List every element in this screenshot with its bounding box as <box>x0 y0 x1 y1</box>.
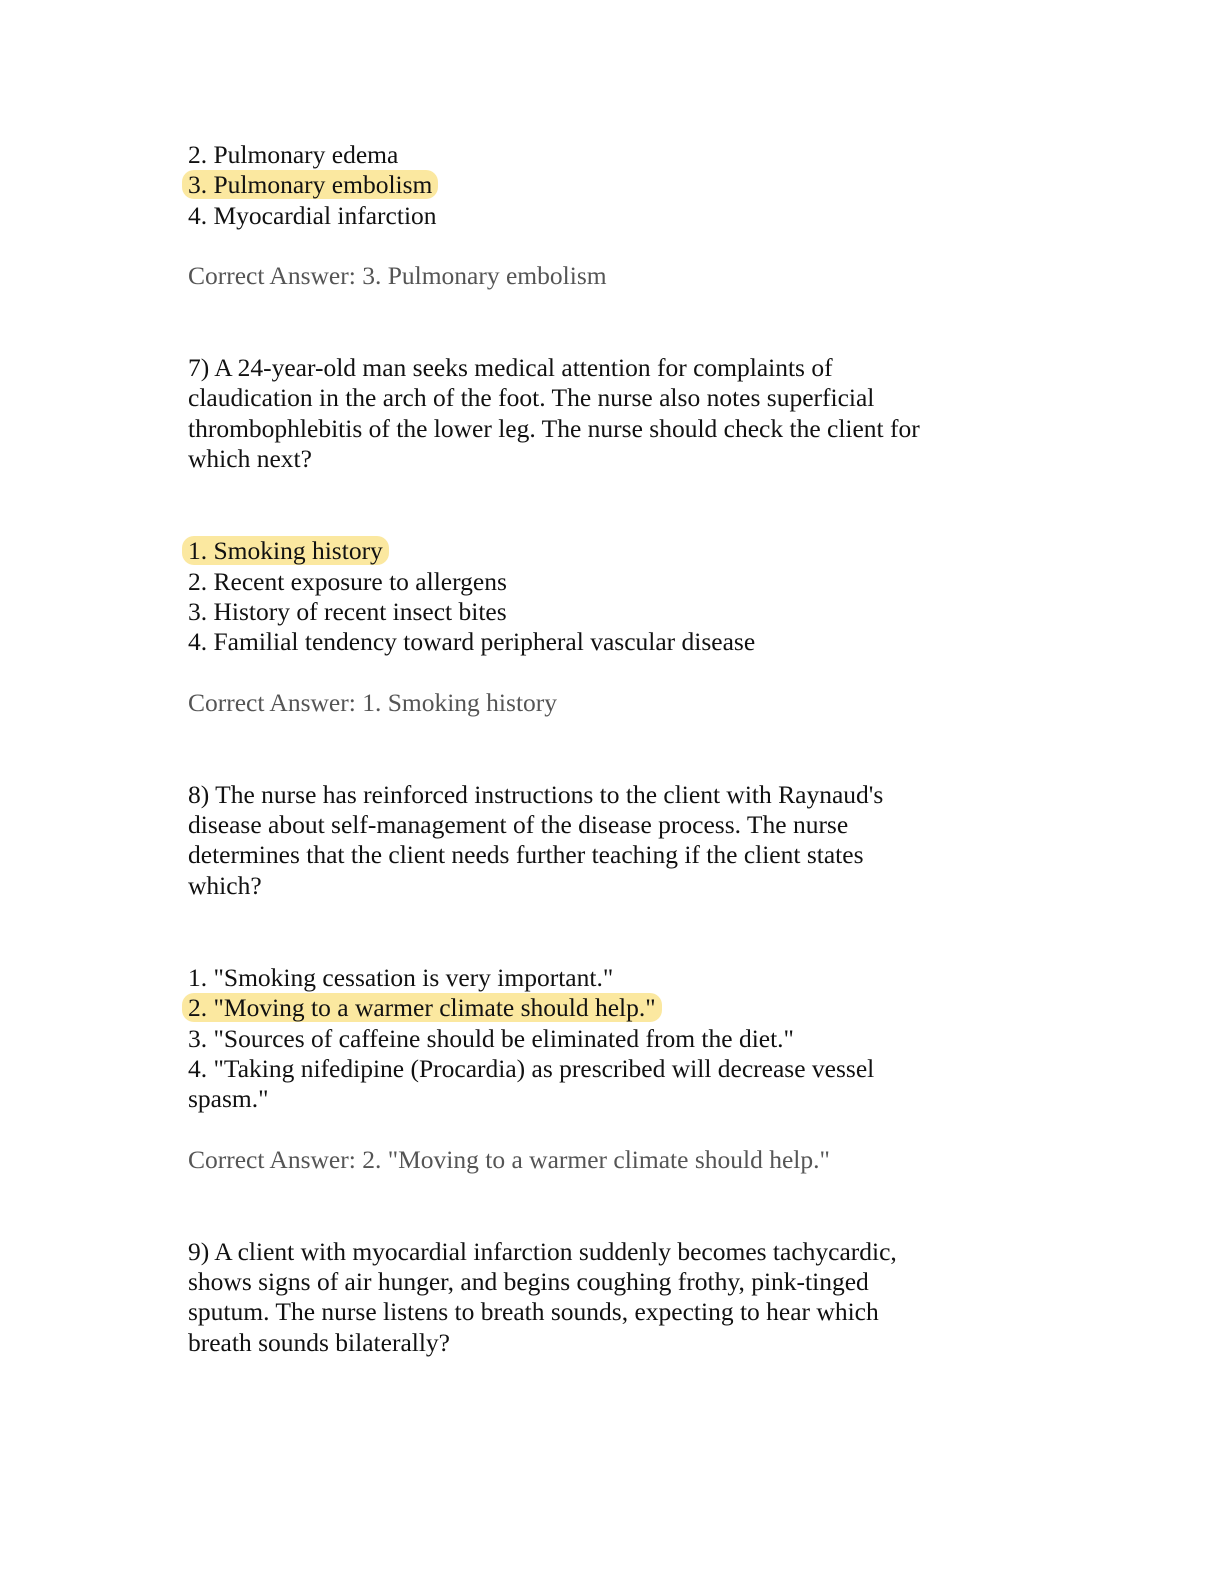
question-line: shows signs of air hunger, and begins coughing frothy, pink-tinged <box>188 1267 869 1297</box>
question-line: 7) A 24-year-old man seeks medical attention for complaints of <box>188 353 833 383</box>
correct-answer: Correct Answer: 3. Pulmonary embolism <box>188 260 607 290</box>
question-7-options <box>188 536 988 657</box>
document-page <box>188 140 988 1358</box>
option-text: 4. Myocardial infarction <box>188 200 437 230</box>
question-6-options <box>188 140 988 231</box>
option-text: 2. Pulmonary edema <box>188 140 399 169</box>
question-line: thrombophlebitis of the lower leg. The nurse should check the client for <box>188 413 920 443</box>
question-8-options <box>188 963 988 1114</box>
option-line <box>188 627 988 657</box>
question-line: 9) A client with myocardial infarction suddenly becomes tachycardic, <box>188 1236 897 1266</box>
option-line <box>188 597 988 627</box>
option-line-highlighted <box>188 536 988 566</box>
option-text: 2. Recent exposure to allergens <box>188 566 507 596</box>
question-8 <box>188 780 988 901</box>
question-line: determines that the client needs further teaching if the client states <box>188 840 864 870</box>
option-line <box>188 140 988 170</box>
highlighted-option-text: 1. Smoking history <box>182 536 389 565</box>
question-line: sputum. The nurse listens to breath sounds, expecting to hear which <box>188 1297 879 1327</box>
question-line: 8) The nurse has reinforced instructions to the client with Raynaud's <box>188 779 884 809</box>
question-line: disease about self-management of the disease process. The nurse <box>188 810 849 840</box>
option-line <box>188 1054 988 1084</box>
highlighted-option-text: 2. "Moving to a warmer climate should help." <box>182 993 662 1022</box>
highlighted-option-text: 3. Pulmonary embolism <box>182 170 438 199</box>
option-line <box>188 567 988 597</box>
option-line <box>188 201 988 231</box>
question-9 <box>188 1237 988 1358</box>
question-line: claudication in the arch of the foot. The nurse also notes superficial <box>188 383 875 413</box>
option-line <box>188 1084 988 1114</box>
option-line-highlighted <box>188 993 988 1023</box>
question-7 <box>188 353 988 474</box>
option-text: 4. "Taking nifedipine (Procardia) as prescribed will decrease vessel <box>188 1053 875 1083</box>
option-text: 3. History of recent insect bites <box>188 596 507 626</box>
question-line: which next? <box>188 444 312 474</box>
question-line: which? <box>188 870 262 900</box>
option-text: 1. "Smoking cessation is very important." <box>188 963 614 993</box>
correct-answer: Correct Answer: 1. Smoking history <box>188 687 558 717</box>
option-text: 3. "Sources of caffeine should be eliminated from the diet." <box>188 1023 794 1053</box>
option-text: spasm." <box>188 1084 269 1114</box>
option-line <box>188 963 988 993</box>
question-line: breath sounds bilaterally? <box>188 1327 450 1357</box>
option-line-highlighted <box>188 170 988 200</box>
option-text: 4. Familial tendency toward peripheral vascular disease <box>188 627 756 657</box>
option-line <box>188 1024 988 1054</box>
correct-answer: Correct Answer: 2. "Moving to a warmer climate should help." <box>188 1144 830 1174</box>
